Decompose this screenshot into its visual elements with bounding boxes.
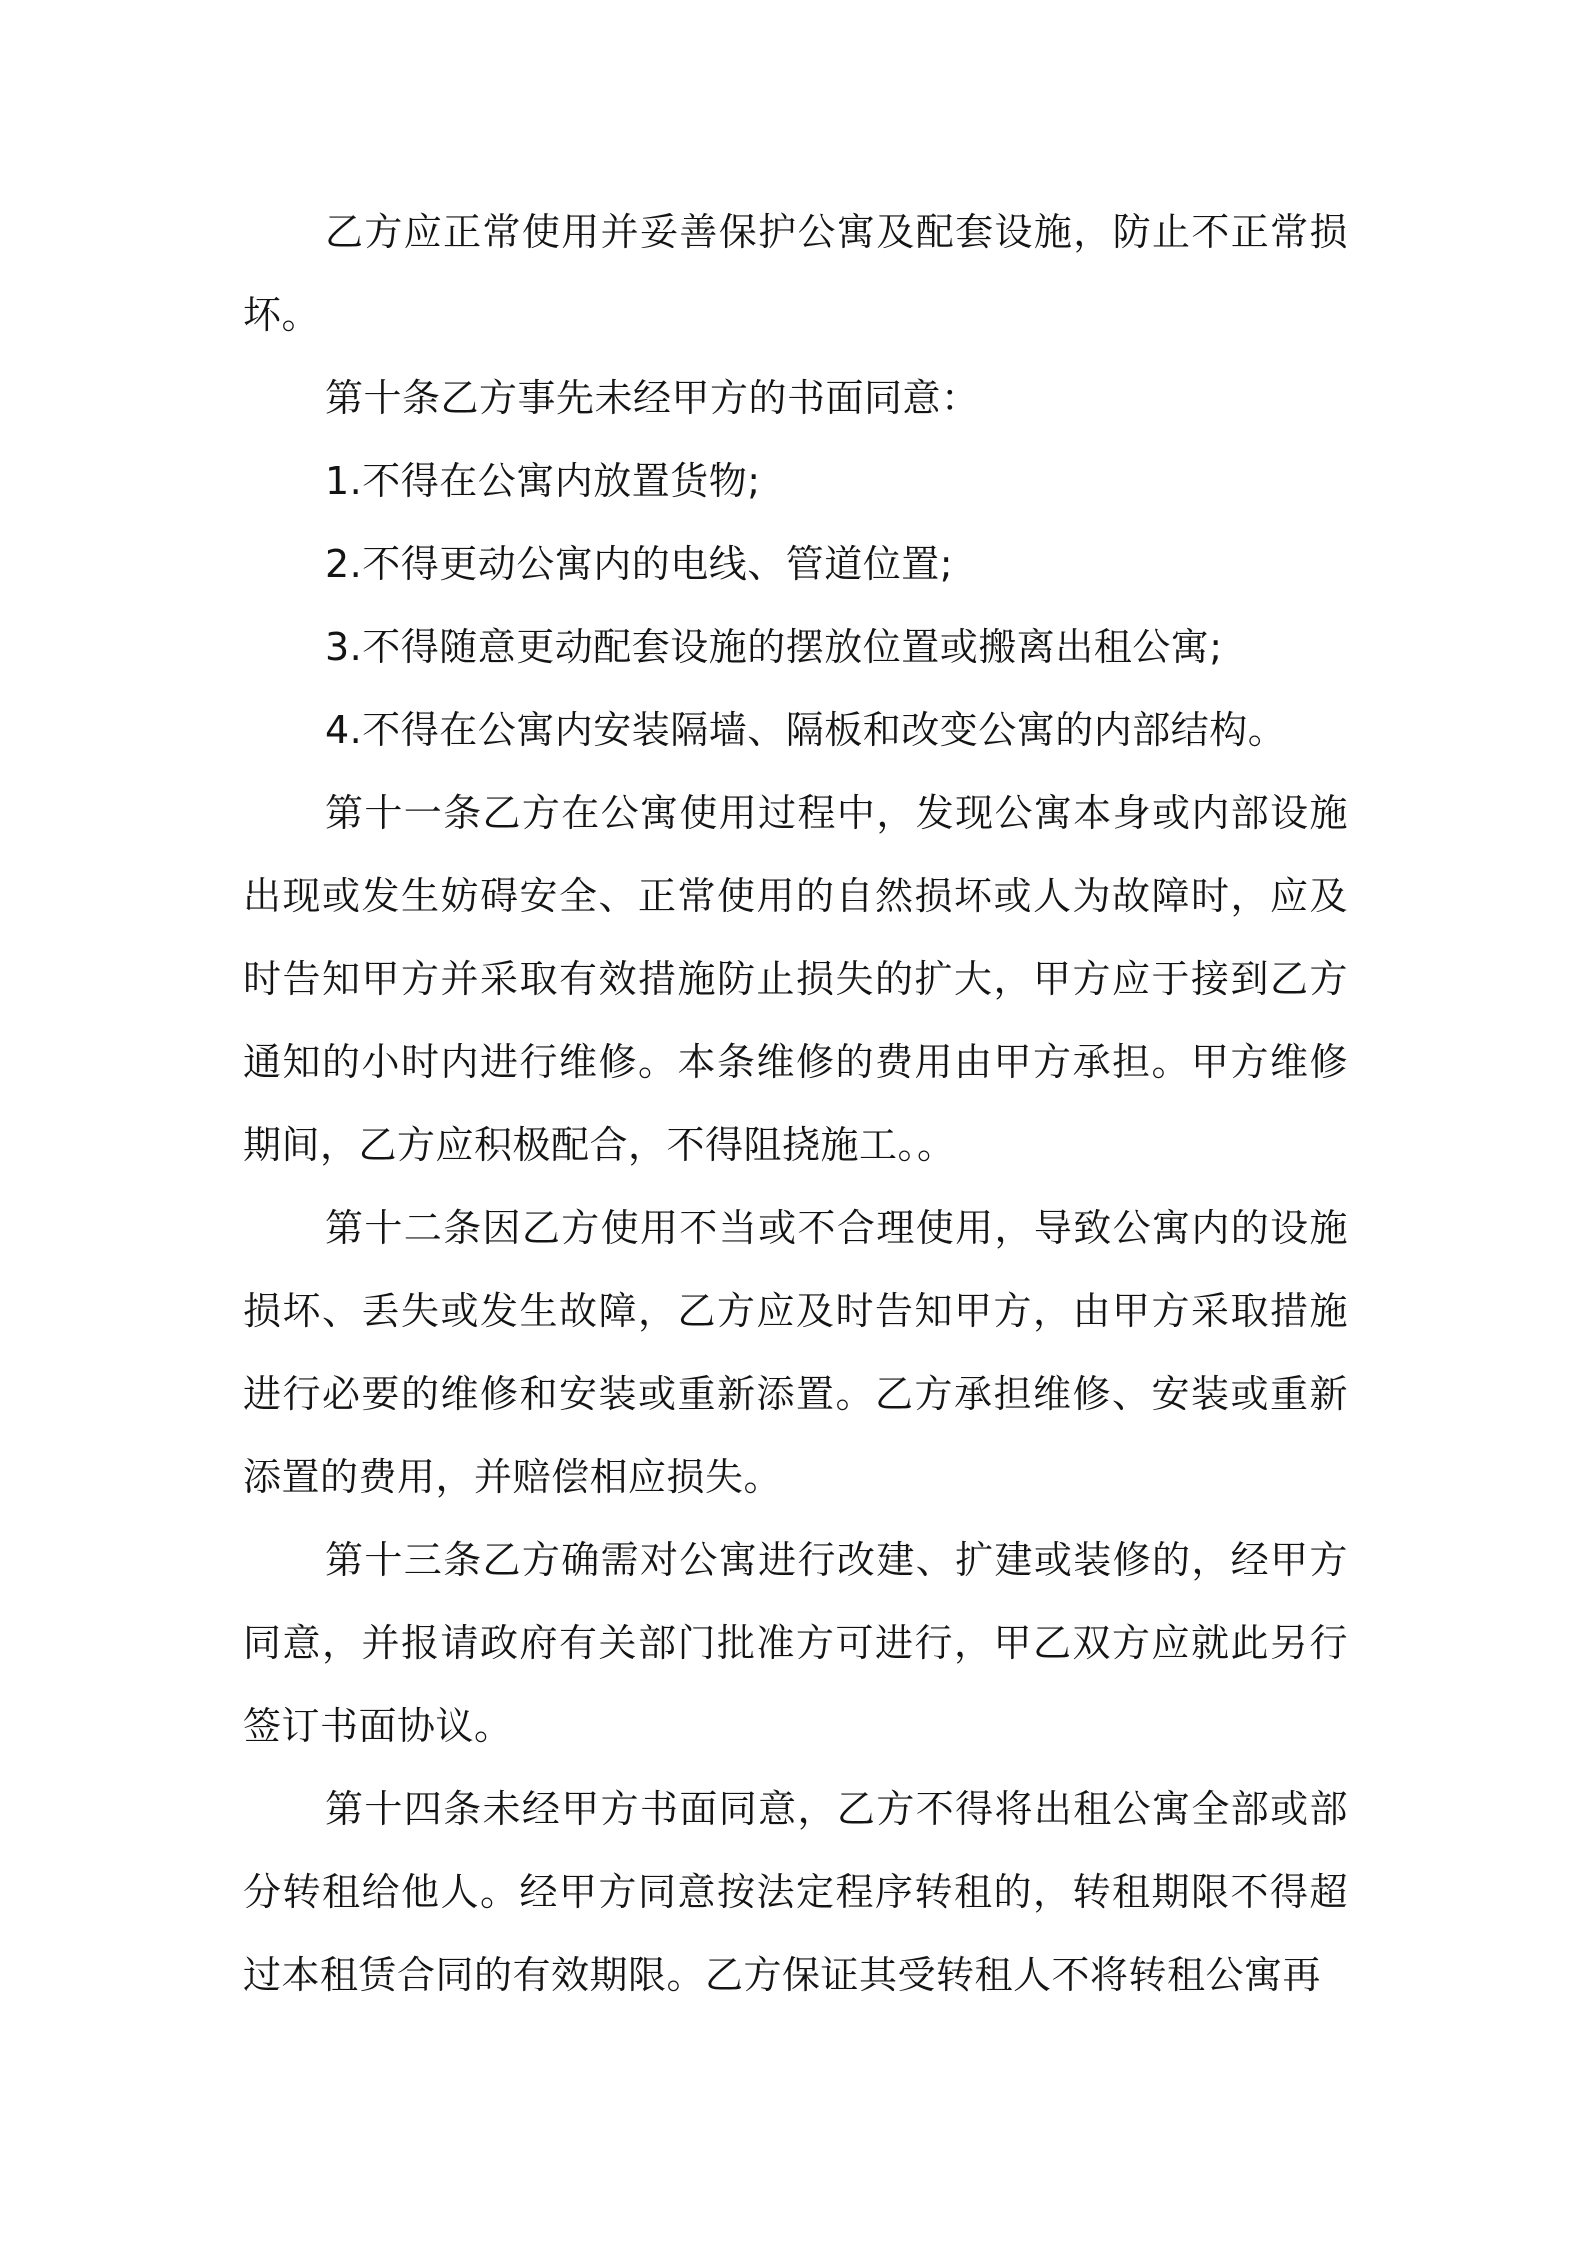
list-item-3: 3.不得随意更动配套设施的摆放位置或搬离出租公寓; [325, 625, 1223, 669]
contract-text [243, 191, 1348, 2017]
list-item-2: 2.不得更动公寓内的电线、管道位置; [325, 542, 954, 586]
list-item-1: 1.不得在公寓内放置货物; [325, 459, 761, 503]
list-item-4: 4.不得在公寓内安装隔墙、隔板和改变公寓的内部结构。 [325, 708, 1287, 752]
paragraph-maintenance: 乙方应正常使用并妥善保护公寓及配套设施，防止不正常损坏。 [243, 210, 1348, 337]
paragraph-article-11: 第十一条乙方在公寓使用过程中，发现公寓本身或内部设施出现或发生妨碍安全、正常使用的自然损坏或人为故障时，应及时告知甲方并采取有效措施防止损失的扩大，甲方应于接到乙方通知的小时内进行维修。本条维修的费用由甲方承担。甲方维修期间，乙方应积极配合，不得阻挠施工。。 [243, 791, 1348, 1167]
paragraph-article-12: 第十二条因乙方使用不当或不合理使用，导致公寓内的设施损坏、丢失或发生故障，乙方应及时告知甲方，由甲方采取措施进行必要的维修和安装或重新添置。乙方承担维修、安装或重新添置的费用，并赔偿相应损失。 [243, 1206, 1348, 1499]
paragraph-article-13: 第十三条乙方确需对公寓进行改建、扩建或装修的，经甲方同意，并报请政府有关部门批准方可进行，甲乙双方应就此另行签订书面协议。 [243, 1538, 1348, 1748]
paragraph-article-14: 第十四条未经甲方书面同意，乙方不得将出租公寓全部或部分转租给他人。经甲方同意按法定程序转租的，转租期限不得超过本租赁合同的有效期限。乙方保证其受转租人不将转租公寓再 [243, 1787, 1348, 1997]
paragraph-article-10: 第十条乙方事先未经甲方的书面同意： [325, 376, 980, 420]
